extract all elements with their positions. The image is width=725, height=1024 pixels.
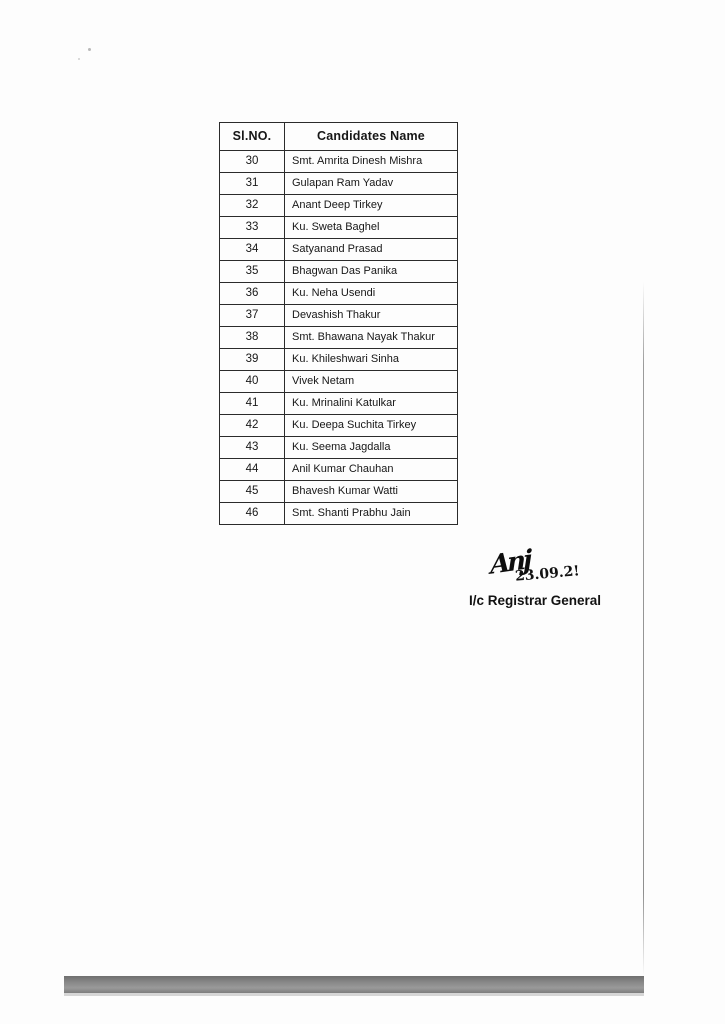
table-row	[220, 327, 458, 349]
cell-serial: 41	[220, 393, 285, 415]
cell-serial: 33	[220, 217, 285, 239]
handwritten-signature: Anj	[489, 545, 530, 581]
cell-candidate-name: Smt. Amrita Dinesh Mishra	[285, 151, 458, 173]
table-row	[220, 217, 458, 239]
table-row	[220, 195, 458, 217]
table-row	[220, 393, 458, 415]
cell-candidate-name: Ku. Deepa Suchita Tirkey	[285, 415, 458, 437]
cell-candidate-name: Bhavesh Kumar Watti	[285, 481, 458, 503]
cell-serial: 35	[220, 261, 285, 283]
page-edge-line	[643, 282, 644, 976]
cell-serial: 32	[220, 195, 285, 217]
table-header-row	[220, 123, 458, 151]
scanner-edge-bar	[64, 976, 644, 993]
table-row	[220, 437, 458, 459]
cell-candidate-name: Ku. Neha Usendi	[285, 283, 458, 305]
cell-serial: 43	[220, 437, 285, 459]
cell-candidate-name: Bhagwan Das Panika	[285, 261, 458, 283]
table-row	[220, 305, 458, 327]
table-row	[220, 371, 458, 393]
table-row	[220, 283, 458, 305]
column-header-serial: Sl.NO.	[220, 123, 285, 151]
table-row	[220, 415, 458, 437]
cell-serial: 34	[220, 239, 285, 261]
table-row	[220, 173, 458, 195]
cell-candidate-name: Anil Kumar Chauhan	[285, 459, 458, 481]
cell-serial: 39	[220, 349, 285, 371]
cell-candidate-name: Ku. Seema Jagdalla	[285, 437, 458, 459]
cell-serial: 36	[220, 283, 285, 305]
table-row	[220, 459, 458, 481]
cell-serial: 31	[220, 173, 285, 195]
candidates-table	[219, 122, 458, 525]
table-row	[220, 349, 458, 371]
table-row	[220, 151, 458, 173]
cell-serial: 37	[220, 305, 285, 327]
cell-candidate-name: Ku. Khileshwari Sinha	[285, 349, 458, 371]
cell-candidate-name: Smt. Shanti Prabhu Jain	[285, 503, 458, 525]
cell-candidate-name: Ku. Sweta Baghel	[285, 217, 458, 239]
cell-serial: 38	[220, 327, 285, 349]
table-row	[220, 503, 458, 525]
table-row	[220, 481, 458, 503]
table-header	[220, 123, 458, 151]
table-row	[220, 261, 458, 283]
cell-candidate-name: Anant Deep Tirkey	[285, 195, 458, 217]
cell-serial: 46	[220, 503, 285, 525]
table-row	[220, 239, 458, 261]
table-body	[220, 151, 458, 525]
column-header-candidate-name: Candidates Name	[285, 123, 458, 151]
scan-speck-secondary-icon	[78, 58, 80, 60]
cell-candidate-name: Satyanand Prasad	[285, 239, 458, 261]
cell-candidate-name: Vivek Netam	[285, 371, 458, 393]
cell-candidate-name: Gulapan Ram Yadav	[285, 173, 458, 195]
cell-serial: 44	[220, 459, 285, 481]
candidates-table-container	[219, 122, 447, 525]
cell-candidate-name: Ku. Mrinalini Katulkar	[285, 393, 458, 415]
cell-serial: 42	[220, 415, 285, 437]
cell-serial: 40	[220, 371, 285, 393]
scan-speck-icon	[88, 48, 91, 51]
cell-serial: 30	[220, 151, 285, 173]
cell-candidate-name: Smt. Bhawana Nayak Thakur	[285, 327, 458, 349]
handwritten-date: 23.09.2!	[514, 563, 581, 585]
cell-candidate-name: Devashish Thakur	[285, 305, 458, 327]
signatory-title: I/c Registrar General	[468, 593, 602, 608]
scanner-edge-shadow	[64, 993, 644, 996]
cell-serial: 45	[220, 481, 285, 503]
